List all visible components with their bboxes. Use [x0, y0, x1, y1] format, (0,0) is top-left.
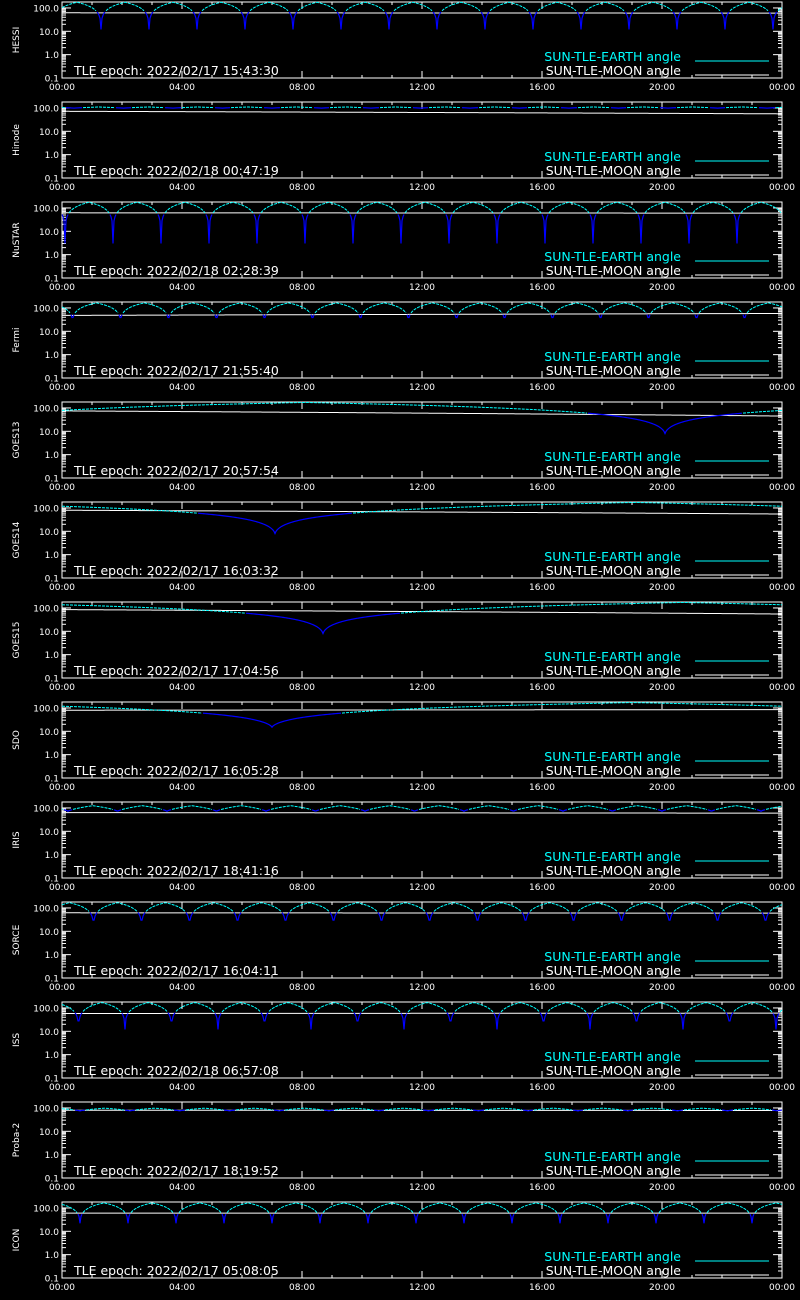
x-tick-label: 16:00 — [529, 583, 555, 593]
x-tick-label: 08:00 — [289, 883, 315, 893]
x-tick-label: 04:00 — [169, 783, 195, 793]
satellite-label: Proba-2 — [12, 1122, 22, 1158]
earth-angle-series-occulted — [64, 810, 765, 812]
tle-epoch: TLE epoch: 2022/02/17 21:55:40 — [74, 363, 279, 378]
x-tick-label: 00:00 — [49, 983, 75, 993]
panel-goes14 — [12, 502, 795, 593]
y-tick-label: 0.1 — [44, 274, 59, 285]
x-tick-label: 12:00 — [409, 783, 435, 793]
earth-angle-series-occulted — [588, 413, 742, 433]
legend-earth-label: SUN-TLE-EARTH angle — [544, 1049, 681, 1064]
y-tick-label: 10.0 — [38, 1227, 59, 1238]
panel-icon — [12, 1202, 795, 1293]
x-tick-label: 00:00 — [49, 83, 75, 93]
legend-moon-label: SUN-TLE-MOON angle — [545, 863, 681, 878]
y-tick-label: 1.0 — [44, 51, 59, 62]
earth-angle-series-occulted — [90, 913, 769, 921]
legend-moon-label: SUN-TLE-MOON angle — [545, 1163, 681, 1178]
x-tick-label: 04:00 — [169, 383, 195, 393]
satellite-label: GOES14 — [12, 521, 22, 559]
moon-angle-series — [62, 111, 782, 114]
x-tick-label: 20:00 — [649, 383, 675, 393]
y-tick-label: 1.0 — [44, 151, 59, 162]
x-tick-label: 00:00 — [49, 1083, 75, 1093]
earth-angle-series — [69, 202, 781, 213]
satellite-label: IRIS — [12, 831, 22, 849]
earth-angle-series-occulted — [97, 12, 777, 30]
x-tick-label: 12:00 — [409, 1183, 435, 1193]
earth-angle-series-occulted — [75, 1013, 779, 1030]
y-tick-label: 1.0 — [44, 1151, 59, 1162]
y-tick-label: 100.0 — [33, 104, 59, 115]
x-tick-label: 20:00 — [649, 483, 675, 493]
tle-epoch: TLE epoch: 2022/02/17 18:41:16 — [74, 863, 279, 878]
x-tick-label: 16:00 — [529, 383, 555, 393]
x-tick-label: 08:00 — [289, 783, 315, 793]
y-tick-label: 0.1 — [44, 774, 59, 785]
legend-earth-label: SUN-TLE-EARTH angle — [544, 649, 681, 664]
satellite-label: Hinode — [12, 124, 22, 156]
legend-moon-label: SUN-TLE-MOON angle — [545, 563, 681, 578]
y-tick-label: 0.1 — [44, 74, 59, 85]
x-tick-label: 08:00 — [289, 1283, 315, 1293]
x-tick-label: 00:00 — [769, 383, 795, 393]
x-tick-label: 08:00 — [289, 1183, 315, 1193]
x-tick-label: 08:00 — [289, 983, 315, 993]
x-tick-label: 20:00 — [649, 583, 675, 593]
legend-earth-label: SUN-TLE-EARTH angle — [544, 849, 681, 864]
x-tick-label: 12:00 — [409, 1083, 435, 1093]
y-tick-label: 10.0 — [38, 27, 59, 38]
tle-epoch: TLE epoch: 2022/02/17 16:03:32 — [74, 563, 279, 578]
y-tick-label: 10.0 — [38, 227, 59, 238]
panel-sorce — [12, 902, 795, 993]
y-tick-label: 0.1 — [44, 1074, 59, 1085]
y-tick-label: 10.0 — [38, 427, 59, 438]
x-tick-label: 00:00 — [769, 283, 795, 293]
x-tick-label: 04:00 — [169, 1183, 195, 1193]
panel-sdo — [12, 702, 795, 793]
panel-goes13 — [12, 402, 795, 493]
x-tick-label: 12:00 — [409, 283, 435, 293]
legend-moon-label: SUN-TLE-MOON angle — [545, 763, 681, 778]
tle-epoch: TLE epoch: 2022/02/18 00:47:19 — [74, 163, 279, 178]
earth-angle-series-occulted — [246, 613, 400, 633]
x-tick-label: 00:00 — [769, 1083, 795, 1093]
y-tick-label: 1.0 — [44, 1251, 59, 1262]
legend-earth-label: SUN-TLE-EARTH angle — [544, 749, 681, 764]
x-tick-label: 12:00 — [409, 483, 435, 493]
earth-angle-series — [62, 1108, 771, 1110]
x-tick-label: 04:00 — [169, 883, 195, 893]
x-tick-label: 04:00 — [169, 1283, 195, 1293]
y-tick-label: 0.1 — [44, 974, 59, 985]
y-tick-label: 100.0 — [33, 704, 59, 715]
x-tick-label: 00:00 — [769, 583, 795, 593]
legend-moon-label: SUN-TLE-MOON angle — [545, 363, 681, 378]
legend-moon-label: SUN-TLE-MOON angle — [545, 663, 681, 678]
satellite-label: GOES15 — [12, 621, 22, 659]
moon-angle-series — [62, 411, 782, 416]
x-tick-label: 12:00 — [409, 883, 435, 893]
x-tick-label: 12:00 — [409, 583, 435, 593]
y-tick-label: 10.0 — [38, 627, 59, 638]
satellite-label: SDO — [12, 730, 22, 750]
x-tick-label: 04:00 — [169, 983, 195, 993]
y-tick-label: 10.0 — [38, 927, 59, 938]
legend-moon-label: SUN-TLE-MOON angle — [545, 263, 681, 278]
x-tick-label: 20:00 — [649, 83, 675, 93]
x-tick-label: 16:00 — [529, 1283, 555, 1293]
earth-angle-series-occulted — [62, 215, 782, 244]
x-tick-label: 00:00 — [49, 583, 75, 593]
x-tick-label: 20:00 — [649, 1283, 675, 1293]
earth-angle-series-occulted — [78, 1214, 754, 1223]
y-tick-label: 10.0 — [38, 327, 59, 338]
satellite-label: ICON — [12, 1228, 22, 1252]
x-tick-label: 00:00 — [49, 783, 75, 793]
x-tick-label: 04:00 — [169, 483, 195, 493]
panel-hessi — [12, 2, 795, 93]
panel-nustar — [12, 202, 795, 293]
x-tick-label: 00:00 — [769, 783, 795, 793]
x-tick-label: 08:00 — [289, 483, 315, 493]
x-tick-label: 04:00 — [169, 583, 195, 593]
y-tick-label: 0.1 — [44, 474, 59, 485]
y-tick-label: 100.0 — [33, 904, 59, 915]
x-tick-label: 16:00 — [529, 783, 555, 793]
x-tick-label: 16:00 — [529, 83, 555, 93]
y-tick-label: 0.1 — [44, 374, 59, 385]
y-tick-label: 100.0 — [33, 4, 59, 15]
tle-epoch: TLE epoch: 2022/02/17 16:05:28 — [74, 763, 279, 778]
y-tick-label: 1.0 — [44, 351, 59, 362]
x-tick-label: 04:00 — [169, 183, 195, 193]
x-tick-label: 00:00 — [769, 183, 795, 193]
y-tick-label: 0.1 — [44, 1174, 59, 1185]
y-tick-label: 0.1 — [44, 574, 59, 585]
legend-earth-label: SUN-TLE-EARTH angle — [544, 549, 681, 564]
y-tick-label: 10.0 — [38, 1127, 59, 1138]
y-tick-label: 1.0 — [44, 751, 59, 762]
x-tick-label: 20:00 — [649, 783, 675, 793]
tle-epoch: TLE epoch: 2022/02/17 17:04:56 — [74, 663, 279, 678]
x-tick-label: 16:00 — [529, 683, 555, 693]
y-tick-label: 100.0 — [33, 604, 59, 615]
panel-hinode — [12, 102, 795, 193]
panel-proba-2 — [12, 1102, 795, 1193]
x-tick-label: 08:00 — [289, 1083, 315, 1093]
y-tick-label: 0.1 — [44, 1274, 59, 1285]
x-tick-label: 00:00 — [769, 983, 795, 993]
y-tick-label: 100.0 — [33, 504, 59, 515]
x-tick-label: 04:00 — [169, 83, 195, 93]
x-tick-label: 16:00 — [529, 1083, 555, 1093]
x-tick-label: 12:00 — [409, 983, 435, 993]
y-tick-label: 10.0 — [38, 527, 59, 538]
x-tick-label: 20:00 — [649, 283, 675, 293]
x-tick-label: 00:00 — [769, 483, 795, 493]
satellite-label: GOES13 — [12, 421, 22, 459]
y-tick-label: 10.0 — [38, 827, 59, 838]
tle-epoch: TLE epoch: 2022/02/17 05:08:05 — [74, 1263, 279, 1278]
panel-fermi — [12, 302, 795, 393]
y-tick-label: 1.0 — [44, 951, 59, 962]
legend-earth-label: SUN-TLE-EARTH angle — [544, 349, 681, 364]
x-tick-label: 00:00 — [769, 683, 795, 693]
x-tick-label: 16:00 — [529, 283, 555, 293]
x-tick-label: 12:00 — [409, 1283, 435, 1293]
tle-epoch: TLE epoch: 2022/02/17 15:43:30 — [74, 63, 279, 78]
satellite-label: Fermi — [12, 327, 22, 353]
y-tick-label: 100.0 — [33, 1004, 59, 1015]
y-tick-label: 1.0 — [44, 551, 59, 562]
y-tick-label: 1.0 — [44, 451, 59, 462]
x-tick-label: 16:00 — [529, 983, 555, 993]
y-tick-label: 100.0 — [33, 304, 59, 315]
y-tick-label: 10.0 — [38, 727, 59, 738]
x-tick-label: 00:00 — [49, 283, 75, 293]
legend-earth-label: SUN-TLE-EARTH angle — [544, 249, 681, 264]
satellite-label: HESSI — [12, 26, 22, 54]
x-tick-label: 20:00 — [649, 983, 675, 993]
legend-moon-label: SUN-TLE-MOON angle — [545, 63, 681, 78]
y-tick-label: 0.1 — [44, 674, 59, 685]
x-tick-label: 12:00 — [409, 83, 435, 93]
x-tick-label: 08:00 — [289, 183, 315, 193]
legend-earth-label: SUN-TLE-EARTH angle — [544, 949, 681, 964]
y-tick-label: 100.0 — [33, 1204, 59, 1215]
legend-earth-label: SUN-TLE-EARTH angle — [544, 1149, 681, 1164]
legend-earth-label: SUN-TLE-EARTH angle — [544, 1249, 681, 1264]
x-tick-label: 00:00 — [49, 1283, 75, 1293]
x-tick-label: 16:00 — [529, 1183, 555, 1193]
tle-epoch: TLE epoch: 2022/02/17 18:19:52 — [74, 1163, 279, 1178]
x-tick-label: 04:00 — [169, 283, 195, 293]
tle-epoch: TLE epoch: 2022/02/18 06:57:08 — [74, 1063, 279, 1078]
legend-moon-label: SUN-TLE-MOON angle — [545, 163, 681, 178]
x-tick-label: 20:00 — [649, 1083, 675, 1093]
panel-iss — [12, 1002, 795, 1093]
x-tick-label: 04:00 — [169, 683, 195, 693]
moon-angle-series — [62, 813, 782, 814]
y-tick-label: 1.0 — [44, 1051, 59, 1062]
x-tick-label: 00:00 — [49, 483, 75, 493]
x-tick-label: 08:00 — [289, 683, 315, 693]
legend-moon-label: SUN-TLE-MOON angle — [545, 1063, 681, 1078]
y-tick-label: 1.0 — [44, 651, 59, 662]
x-tick-label: 08:00 — [289, 283, 315, 293]
x-tick-label: 08:00 — [289, 583, 315, 593]
legend-moon-label: SUN-TLE-MOON angle — [545, 1263, 681, 1278]
legend-earth-label: SUN-TLE-EARTH angle — [544, 449, 681, 464]
x-tick-label: 00:00 — [49, 1183, 75, 1193]
y-tick-label: 10.0 — [38, 127, 59, 138]
legend-moon-label: SUN-TLE-MOON angle — [545, 963, 681, 978]
x-tick-label: 12:00 — [409, 383, 435, 393]
x-tick-label: 08:00 — [289, 383, 315, 393]
y-tick-label: 1.0 — [44, 251, 59, 262]
y-tick-label: 100.0 — [33, 404, 59, 415]
y-tick-label: 0.1 — [44, 874, 59, 885]
x-tick-label: 08:00 — [289, 83, 315, 93]
y-tick-label: 0.1 — [44, 174, 59, 185]
panel-iris — [12, 802, 795, 893]
x-tick-label: 04:00 — [169, 1083, 195, 1093]
x-tick-label: 16:00 — [529, 483, 555, 493]
x-tick-label: 00:00 — [769, 1283, 795, 1293]
earth-angle-series-occulted — [203, 713, 341, 727]
x-tick-label: 20:00 — [649, 883, 675, 893]
legend-moon-label: SUN-TLE-MOON angle — [545, 463, 681, 478]
x-tick-label: 00:00 — [769, 1183, 795, 1193]
x-tick-label: 20:00 — [649, 1183, 675, 1193]
x-tick-label: 12:00 — [409, 183, 435, 193]
x-tick-label: 00:00 — [769, 883, 795, 893]
satellite-label: SORCE — [12, 924, 22, 956]
legend-earth-label: SUN-TLE-EARTH angle — [544, 149, 681, 164]
moon-angle-series — [62, 710, 782, 711]
x-tick-label: 12:00 — [409, 683, 435, 693]
y-tick-label: 1.0 — [44, 851, 59, 862]
x-tick-label: 20:00 — [649, 183, 675, 193]
y-tick-label: 100.0 — [33, 204, 59, 215]
x-tick-label: 16:00 — [529, 183, 555, 193]
x-tick-label: 00:00 — [49, 383, 75, 393]
tle-epoch: TLE epoch: 2022/02/18 02:28:39 — [74, 263, 279, 278]
y-tick-label: 10.0 — [38, 1027, 59, 1038]
x-tick-label: 00:00 — [49, 183, 75, 193]
y-tick-label: 100.0 — [33, 1104, 59, 1115]
earth-angle-series-occulted — [198, 513, 352, 533]
satellite-label: NuSTAR — [12, 222, 22, 258]
satellite-label: ISS — [12, 1032, 22, 1048]
x-tick-label: 20:00 — [649, 683, 675, 693]
legend-earth-label: SUN-TLE-EARTH angle — [544, 49, 681, 64]
x-tick-label: 00:00 — [769, 83, 795, 93]
x-tick-label: 00:00 — [49, 883, 75, 893]
y-tick-label: 100.0 — [33, 804, 59, 815]
panel-goes15 — [12, 602, 795, 693]
tle-epoch: TLE epoch: 2022/02/17 20:57:54 — [74, 463, 279, 478]
tle-epoch: TLE epoch: 2022/02/17 16:04:11 — [74, 963, 279, 978]
x-tick-label: 16:00 — [529, 883, 555, 893]
x-tick-label: 00:00 — [49, 683, 75, 693]
